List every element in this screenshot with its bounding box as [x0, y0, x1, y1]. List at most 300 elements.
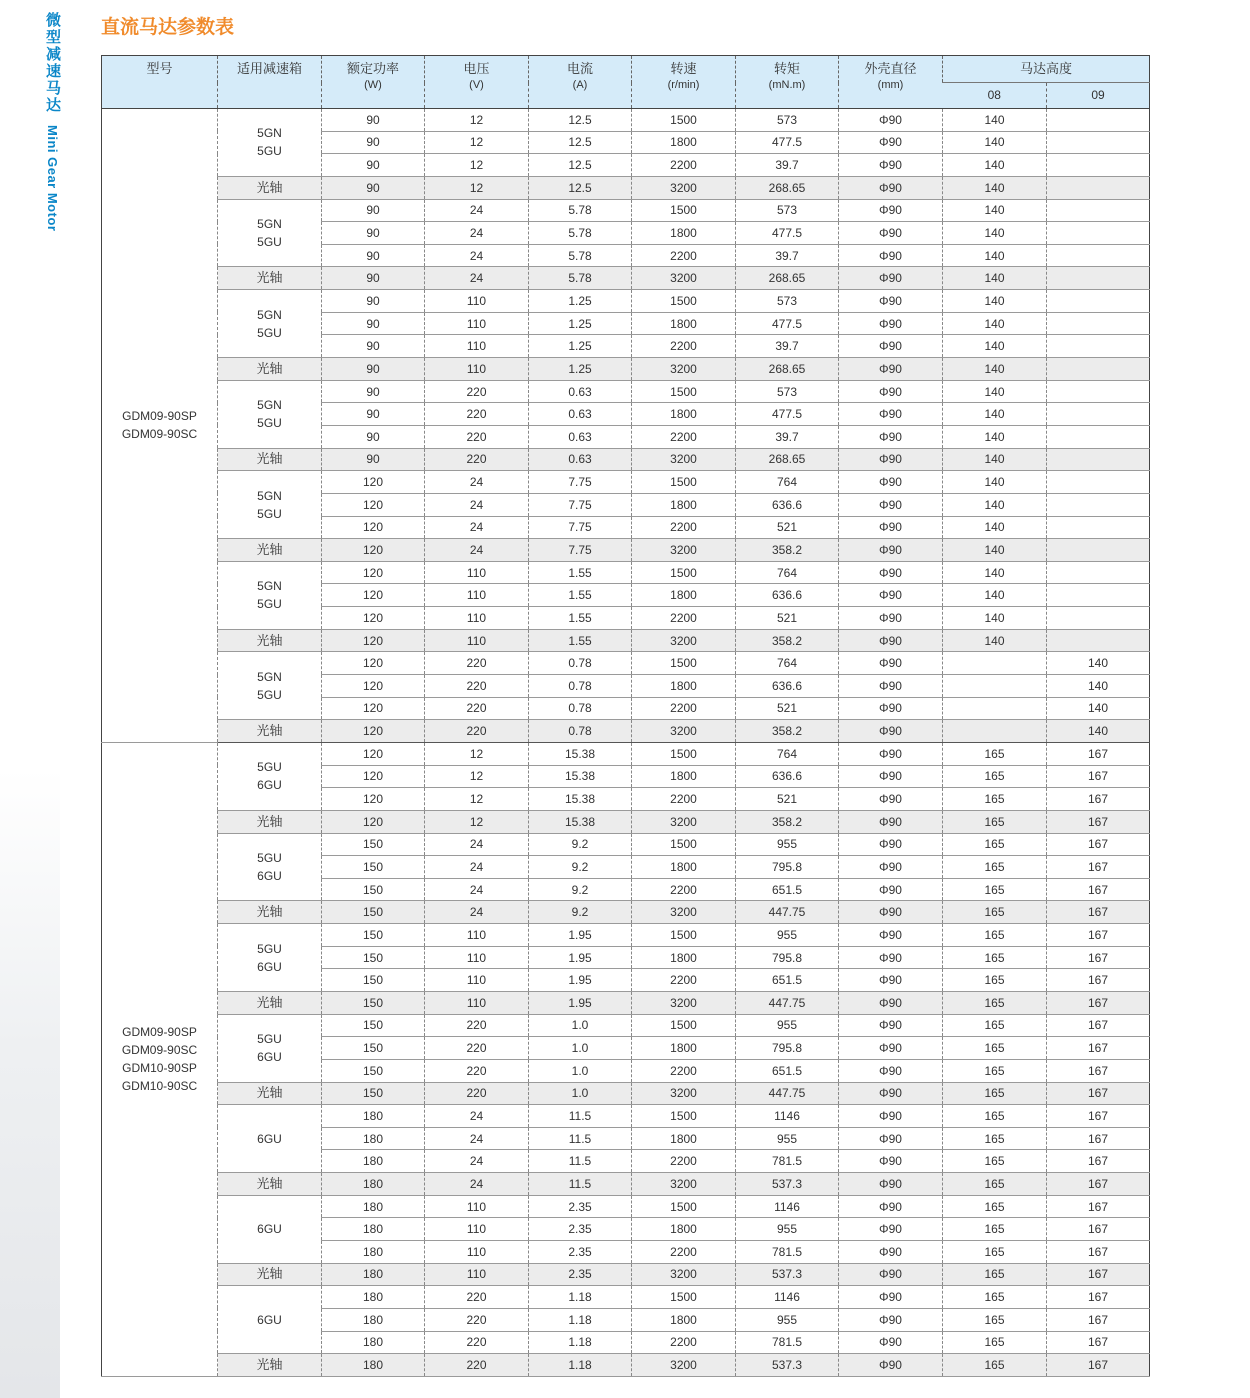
height-08-cell: 140	[943, 244, 1047, 267]
header-voltage	[425, 56, 529, 109]
diameter-cell: Φ90	[839, 403, 943, 426]
torque-cell: 636.6	[736, 675, 839, 698]
voltage-cell: 110	[425, 629, 529, 652]
table-row	[102, 1105, 1150, 1128]
current-cell: 7.75	[529, 493, 632, 516]
height-09-cell	[1047, 448, 1150, 471]
power-cell: 90	[322, 448, 425, 471]
current-cell: 2.35	[529, 1218, 632, 1241]
diameter-cell: Φ90	[839, 176, 943, 199]
current-cell: 1.95	[529, 969, 632, 992]
diameter-cell: Φ90	[839, 1286, 943, 1309]
height-09-cell: 167	[1047, 765, 1150, 788]
gearbox-cell: 光轴	[218, 1082, 322, 1105]
power-cell: 150	[322, 833, 425, 856]
voltage-cell: 220	[425, 720, 529, 743]
height-08-cell: 140	[943, 539, 1047, 562]
table-row-shaft	[102, 1263, 1150, 1286]
power-cell: 180	[322, 1241, 425, 1264]
height-08-cell: 140	[943, 358, 1047, 381]
voltage-cell: 220	[425, 448, 529, 471]
torque-cell: 955	[736, 1014, 839, 1037]
height-09-cell	[1047, 290, 1150, 313]
height-08-cell: 140	[943, 561, 1047, 584]
current-cell: 1.55	[529, 607, 632, 630]
speed-cell: 1500	[632, 109, 736, 132]
height-09-cell: 167	[1047, 924, 1150, 947]
height-08-cell	[943, 652, 1047, 675]
voltage-cell: 12	[425, 131, 529, 154]
diameter-cell: Φ90	[839, 652, 943, 675]
model-name: GDM10-90SP	[122, 1061, 197, 1076]
header-voltage-unit: (V)	[469, 79, 484, 91]
speed-cell: 2200	[632, 425, 736, 448]
voltage-cell: 24	[425, 1127, 529, 1150]
torque-cell: 795.8	[736, 946, 839, 969]
power-cell: 180	[322, 1218, 425, 1241]
table-row	[102, 1286, 1150, 1309]
header-height-label: 马达高度	[1020, 61, 1073, 76]
power-cell: 120	[322, 742, 425, 765]
power-cell: 180	[322, 1331, 425, 1354]
torque-cell: 447.75	[736, 1082, 839, 1105]
diameter-cell: Φ90	[839, 1037, 943, 1060]
height-09-cell: 167	[1047, 969, 1150, 992]
current-cell: 1.95	[529, 924, 632, 947]
diameter-cell: Φ90	[839, 1195, 943, 1218]
table-row-shaft	[102, 991, 1150, 1014]
current-cell: 1.0	[529, 1014, 632, 1037]
gearbox-name: 5GN	[257, 488, 282, 503]
diameter-cell: Φ90	[839, 493, 943, 516]
voltage-cell: 24	[425, 901, 529, 924]
speed-cell: 2200	[632, 878, 736, 901]
table-row-shaft	[102, 720, 1150, 743]
current-cell: 15.38	[529, 788, 632, 811]
voltage-cell: 12	[425, 810, 529, 833]
height-09-cell: 167	[1047, 1037, 1150, 1060]
power-cell: 120	[322, 516, 425, 539]
power-cell: 180	[322, 1195, 425, 1218]
diameter-cell: Φ90	[839, 1082, 943, 1105]
torque-cell: 764	[736, 561, 839, 584]
current-cell: 1.18	[529, 1286, 632, 1309]
height-08-cell: 165	[943, 1195, 1047, 1218]
header-torque	[736, 56, 839, 109]
height-08-cell: 165	[943, 1354, 1047, 1377]
header-current-unit: (A)	[572, 79, 588, 91]
height-09-cell	[1047, 403, 1150, 426]
table-row-shaft	[102, 448, 1150, 471]
voltage-cell: 220	[425, 403, 529, 426]
current-cell: 12.5	[529, 176, 632, 199]
gearbox-name: 6GU	[257, 778, 282, 793]
height-09-cell: 167	[1047, 991, 1150, 1014]
torque-cell: 1146	[736, 1195, 839, 1218]
gearbox-cell: 光轴	[218, 448, 322, 471]
table-row	[102, 471, 1150, 494]
power-cell: 120	[322, 539, 425, 562]
gearbox-name: 5GU	[257, 850, 282, 865]
spec-table-container	[101, 55, 1149, 1377]
gearbox-name: 6GU	[257, 1222, 282, 1237]
height-08-cell: 165	[943, 991, 1047, 1014]
diameter-cell: Φ90	[839, 1308, 943, 1331]
power-cell: 150	[322, 924, 425, 947]
torque-cell: 764	[736, 652, 839, 675]
diameter-cell: Φ90	[839, 946, 943, 969]
diameter-cell: Φ90	[839, 561, 943, 584]
power-cell: 90	[322, 199, 425, 222]
height-09-cell: 167	[1047, 1286, 1150, 1309]
height-09-cell	[1047, 380, 1150, 403]
torque-cell: 268.65	[736, 176, 839, 199]
table-row-shaft	[102, 810, 1150, 833]
current-cell: 1.25	[529, 290, 632, 313]
diameter-cell: Φ90	[839, 675, 943, 698]
voltage-cell: 12	[425, 742, 529, 765]
diameter-cell: Φ90	[839, 1173, 943, 1196]
height-09-cell	[1047, 584, 1150, 607]
voltage-cell: 220	[425, 1331, 529, 1354]
header-power-unit: (W)	[364, 79, 382, 91]
voltage-cell: 12	[425, 765, 529, 788]
current-cell: 1.95	[529, 946, 632, 969]
gearbox-cell	[218, 471, 322, 539]
gearbox-name: 5GU	[257, 1032, 282, 1047]
speed-cell: 3200	[632, 720, 736, 743]
power-cell: 90	[322, 109, 425, 132]
height-09-cell: 167	[1047, 1195, 1150, 1218]
height-08-cell: 165	[943, 1014, 1047, 1037]
height-09-cell: 167	[1047, 878, 1150, 901]
gearbox-name: 5GN	[257, 307, 282, 322]
speed-cell: 3200	[632, 448, 736, 471]
torque-cell: 537.3	[736, 1263, 839, 1286]
torque-cell: 537.3	[736, 1354, 839, 1377]
gearbox-name: 5GN	[257, 579, 282, 594]
diameter-cell: Φ90	[839, 516, 943, 539]
current-cell: 1.25	[529, 358, 632, 381]
power-cell: 150	[322, 901, 425, 924]
torque-cell: 447.75	[736, 901, 839, 924]
height-09-cell: 167	[1047, 1082, 1150, 1105]
power-cell: 90	[322, 312, 425, 335]
height-09-cell	[1047, 312, 1150, 335]
gearbox-cell	[218, 199, 322, 267]
model-name: GDM09-90SC	[121, 1043, 198, 1058]
voltage-cell: 24	[425, 244, 529, 267]
speed-cell: 1800	[632, 675, 736, 698]
height-09-cell	[1047, 176, 1150, 199]
model-cell	[102, 109, 218, 743]
height-08-cell	[943, 675, 1047, 698]
current-cell: 7.75	[529, 471, 632, 494]
current-cell: 2.35	[529, 1263, 632, 1286]
diameter-cell: Φ90	[839, 358, 943, 381]
speed-cell: 1500	[632, 290, 736, 313]
torque-cell: 521	[736, 788, 839, 811]
diameter-cell: Φ90	[839, 720, 943, 743]
table-row	[102, 380, 1150, 403]
voltage-cell: 110	[425, 358, 529, 381]
table-row-shaft	[102, 539, 1150, 562]
table-row-shaft	[102, 176, 1150, 199]
height-08-cell: 165	[943, 969, 1047, 992]
speed-cell: 3200	[632, 267, 736, 290]
power-cell: 90	[322, 244, 425, 267]
height-08-cell: 140	[943, 109, 1047, 132]
power-cell: 150	[322, 878, 425, 901]
diameter-cell: Φ90	[839, 697, 943, 720]
torque-cell: 651.5	[736, 1059, 839, 1082]
current-cell: 11.5	[529, 1173, 632, 1196]
gearbox-cell: 光轴	[218, 1173, 322, 1196]
gearbox-cell: 光轴	[218, 267, 322, 290]
speed-cell: 3200	[632, 539, 736, 562]
speed-cell: 2200	[632, 788, 736, 811]
diameter-cell: Φ90	[839, 335, 943, 358]
torque-cell: 573	[736, 380, 839, 403]
power-cell: 150	[322, 1037, 425, 1060]
power-cell: 90	[322, 425, 425, 448]
height-08-cell: 165	[943, 878, 1047, 901]
voltage-cell: 220	[425, 425, 529, 448]
power-cell: 150	[322, 1014, 425, 1037]
current-cell: 0.63	[529, 403, 632, 426]
speed-cell: 1800	[632, 493, 736, 516]
power-cell: 90	[322, 403, 425, 426]
power-cell: 120	[322, 697, 425, 720]
torque-cell: 477.5	[736, 403, 839, 426]
torque-cell: 537.3	[736, 1173, 839, 1196]
gearbox-cell: 光轴	[218, 1354, 322, 1377]
speed-cell: 1500	[632, 742, 736, 765]
table-row	[102, 109, 1150, 132]
height-08-cell: 165	[943, 856, 1047, 879]
height-09-cell	[1047, 493, 1150, 516]
header-current	[529, 56, 632, 109]
power-cell: 90	[322, 176, 425, 199]
torque-cell: 955	[736, 1127, 839, 1150]
gearbox-name: 5GU	[257, 597, 282, 612]
gearbox-name: 6GU	[257, 1131, 282, 1146]
height-09-cell: 167	[1047, 810, 1150, 833]
speed-cell: 2200	[632, 244, 736, 267]
power-cell: 120	[322, 652, 425, 675]
speed-cell: 1500	[632, 380, 736, 403]
gearbox-name: 5GU	[257, 687, 282, 702]
torque-cell: 358.2	[736, 810, 839, 833]
voltage-cell: 24	[425, 1150, 529, 1173]
speed-cell: 2200	[632, 154, 736, 177]
gearbox-name: 5GN	[257, 126, 282, 141]
voltage-cell: 110	[425, 584, 529, 607]
voltage-cell: 24	[425, 267, 529, 290]
header-height-09-label: 09	[1091, 88, 1105, 102]
current-cell: 1.0	[529, 1037, 632, 1060]
header-current-label: 电流	[566, 61, 593, 76]
speed-cell: 1500	[632, 471, 736, 494]
table-row	[102, 924, 1150, 947]
height-09-cell	[1047, 539, 1150, 562]
speed-cell: 1500	[632, 924, 736, 947]
diameter-cell: Φ90	[839, 109, 943, 132]
current-cell: 9.2	[529, 878, 632, 901]
power-cell: 180	[322, 1150, 425, 1173]
torque-cell: 521	[736, 516, 839, 539]
diameter-cell: Φ90	[839, 1127, 943, 1150]
height-08-cell: 140	[943, 629, 1047, 652]
power-cell: 180	[322, 1354, 425, 1377]
model-cell	[102, 742, 218, 1376]
power-cell: 180	[322, 1263, 425, 1286]
power-cell: 120	[322, 561, 425, 584]
voltage-cell: 12	[425, 788, 529, 811]
model-name: GDM09-90SP	[122, 409, 197, 424]
current-cell: 15.38	[529, 810, 632, 833]
height-09-cell	[1047, 629, 1150, 652]
gearbox-name: 6GU	[257, 868, 282, 883]
power-cell: 180	[322, 1105, 425, 1128]
diameter-cell: Φ90	[839, 244, 943, 267]
torque-cell: 39.7	[736, 335, 839, 358]
power-cell: 90	[322, 267, 425, 290]
height-08-cell: 140	[943, 425, 1047, 448]
speed-cell: 1500	[632, 1195, 736, 1218]
voltage-cell: 24	[425, 222, 529, 245]
torque-cell: 358.2	[736, 539, 839, 562]
current-cell: 1.55	[529, 629, 632, 652]
torque-cell: 955	[736, 833, 839, 856]
gearbox-name: 5GU	[257, 144, 282, 159]
current-cell: 12.5	[529, 131, 632, 154]
diameter-cell: Φ90	[839, 765, 943, 788]
height-09-cell	[1047, 154, 1150, 177]
gearbox-name: 5GU	[257, 235, 282, 250]
diameter-cell: Φ90	[839, 1105, 943, 1128]
diameter-cell: Φ90	[839, 1218, 943, 1241]
power-cell: 180	[322, 1127, 425, 1150]
power-cell: 120	[322, 765, 425, 788]
voltage-cell: 24	[425, 856, 529, 879]
table-row	[102, 833, 1150, 856]
current-cell: 0.78	[529, 720, 632, 743]
current-cell: 2.35	[529, 1195, 632, 1218]
table-row	[102, 1195, 1150, 1218]
gearbox-cell	[218, 561, 322, 629]
height-08-cell: 165	[943, 1105, 1047, 1128]
diameter-cell: Φ90	[839, 1263, 943, 1286]
voltage-cell: 220	[425, 1308, 529, 1331]
speed-cell: 1500	[632, 1105, 736, 1128]
voltage-cell: 110	[425, 924, 529, 947]
diameter-cell: Φ90	[839, 267, 943, 290]
current-cell: 1.25	[529, 335, 632, 358]
header-gearbox-label: 适用减速箱	[236, 61, 302, 76]
header-speed	[632, 56, 736, 109]
model-name: GDM09-90SP	[122, 1025, 197, 1040]
power-cell: 90	[322, 380, 425, 403]
speed-cell: 1800	[632, 1037, 736, 1060]
model-name: GDM10-90SC	[121, 1079, 198, 1094]
table-row	[102, 199, 1150, 222]
current-cell: 15.38	[529, 742, 632, 765]
header-model	[102, 56, 218, 109]
height-08-cell: 165	[943, 1241, 1047, 1264]
gearbox-name: 6GU	[257, 1050, 282, 1065]
height-09-cell: 167	[1047, 1354, 1150, 1377]
height-09-cell	[1047, 199, 1150, 222]
power-cell: 150	[322, 1082, 425, 1105]
height-08-cell: 140	[943, 131, 1047, 154]
header-diameter	[839, 56, 943, 109]
speed-cell: 1800	[632, 584, 736, 607]
current-cell: 15.38	[529, 765, 632, 788]
voltage-cell: 110	[425, 946, 529, 969]
speed-cell: 3200	[632, 176, 736, 199]
height-09-cell: 167	[1047, 1308, 1150, 1331]
table-row-shaft	[102, 358, 1150, 381]
height-09-cell: 167	[1047, 1127, 1150, 1150]
table-row	[102, 1014, 1150, 1037]
diameter-cell: Φ90	[839, 742, 943, 765]
speed-cell: 1800	[632, 765, 736, 788]
table-row	[102, 561, 1150, 584]
height-08-cell: 165	[943, 1150, 1047, 1173]
diameter-cell: Φ90	[839, 1241, 943, 1264]
torque-cell: 795.8	[736, 856, 839, 879]
torque-cell: 573	[736, 290, 839, 313]
voltage-cell: 12	[425, 154, 529, 177]
speed-cell: 1500	[632, 652, 736, 675]
height-08-cell: 140	[943, 493, 1047, 516]
torque-cell: 781.5	[736, 1241, 839, 1264]
table-row-shaft	[102, 1173, 1150, 1196]
diameter-cell: Φ90	[839, 969, 943, 992]
current-cell: 7.75	[529, 516, 632, 539]
current-cell: 0.78	[529, 675, 632, 698]
height-08-cell: 140	[943, 176, 1047, 199]
power-cell: 90	[322, 131, 425, 154]
speed-cell: 1500	[632, 199, 736, 222]
speed-cell: 1800	[632, 856, 736, 879]
spec-table	[101, 55, 1150, 1377]
sidebar-label-en: Mini Gear Motor	[45, 124, 60, 232]
speed-cell: 1800	[632, 131, 736, 154]
torque-cell: 636.6	[736, 493, 839, 516]
gearbox-name: 5GN	[257, 669, 282, 684]
power-cell: 90	[322, 335, 425, 358]
voltage-cell: 220	[425, 697, 529, 720]
height-09-cell: 140	[1047, 675, 1150, 698]
torque-cell: 764	[736, 742, 839, 765]
height-08-cell: 165	[943, 788, 1047, 811]
voltage-cell: 220	[425, 1286, 529, 1309]
header-height-08	[943, 83, 1047, 109]
speed-cell: 3200	[632, 358, 736, 381]
voltage-cell: 110	[425, 290, 529, 313]
power-cell: 90	[322, 358, 425, 381]
torque-cell: 39.7	[736, 244, 839, 267]
speed-cell: 2200	[632, 697, 736, 720]
header-power	[322, 56, 425, 109]
gearbox-name: 5GN	[257, 217, 282, 232]
current-cell: 1.25	[529, 312, 632, 335]
voltage-cell: 220	[425, 1014, 529, 1037]
speed-cell: 1800	[632, 222, 736, 245]
height-08-cell: 165	[943, 1331, 1047, 1354]
